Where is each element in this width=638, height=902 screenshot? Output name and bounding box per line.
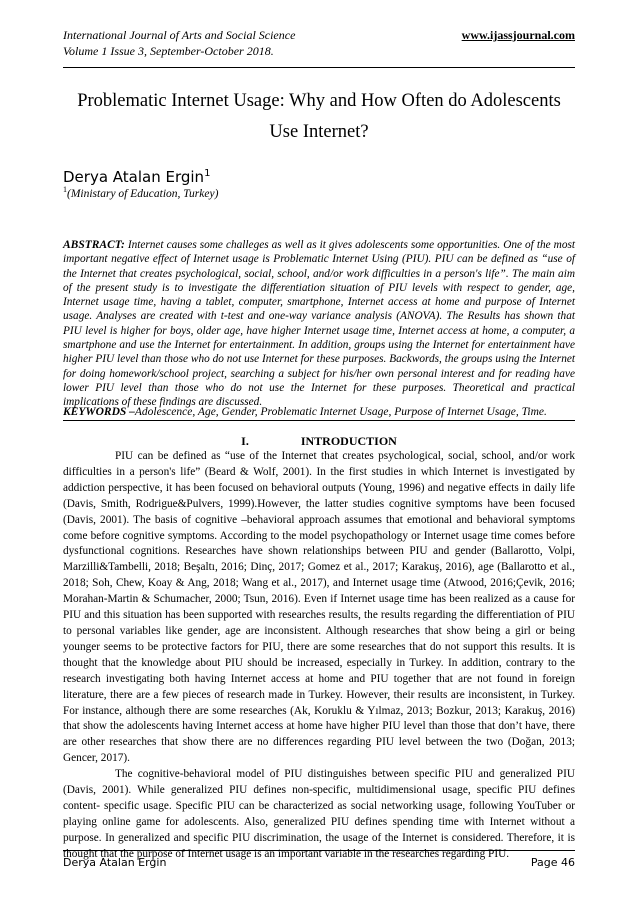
paragraph: The cognitive-behavioral model of PIU distinguishes between specific PIU and generalized PIU (Davis, 2001). While generalized PIU defines non-specific, multidimensional usage, specific PIU defines content- specific usage. Specific PIU can be characterized as social networking usage, following YouTuber or playing online game for adolescents. Also, generalized PIU defines spending time with Internet without a purpose. In generalized and specific PIU discrimination, the usage of the Internet is considered. Therefore, it is thought that the purpose of Internet usage is an important variable in the researches regarding PIU. [63, 768, 575, 860]
section-number: I. [241, 434, 249, 448]
journal-website-link[interactable]: www.ijassjournal.com [461, 28, 575, 42]
abstract [63, 238, 575, 410]
section-heading [63, 434, 575, 448]
keywords-divider [63, 420, 575, 421]
paragraph: PIU can be defined as “use of the Internet that creates psychological, social, school, and/or work difficulties in a person's life” (Beard & Wolf, 2001). In the first studies in which Internet is investigated by addiction perspective, it has been focused on behavioral outputs (Young, 1996) and negative effects in daily life (Davis, Smith, Rodrigue&Pulvers, 1999).However, the latter studies cognitive symptoms have been focused (Davis, 2001). The basis of cognitive –behavioral approach assumes that emotional and behavioral symptoms come before cognitive symptoms. According to the model psychopathology or Internet usage time comes before dysfunctional cognitions. Researches have shown relationships between PIU and gender (Ballarotto, Volpi, Marzilli&Tambelli, 2018; Beşaltı, 2016; Dinç, 2017; Gomez et al., 2017; Karakuş, 2016), age (Ballarotto et al., 2018; Soh, Chew, Koay & Ang, 2018; Wang et al., 2017), and Internet usage time (Atwood, 2016;Çevik, 2016; Morahan-Martin & Schumacher, 2000; Tsun, 2016). Even if Internet usage time has been realized as a cause for PIU and this situation has been supported with researches results, the results regarding the differentiation of PIU to personal variables like gender, age are inconsistent. Although researches that show being a girl or being younger seems to be protective factors for PIU, there are some researches that do not support this results. It is thought that the knowledge about PIU should be increased, especially in Turkey. In addition, contrary to the research investigating both having Internet access at home and PIU together that are not found in foreign literature, there are a few pieces of research made in Turkey. However, their results are inconsistent, in Turkey. For instance, although there are some researches (Ak, Koruklu & Yılmaz, 2013; Bozkur, 2013; Karakuş, 2016) that show the adolescents having Internet access at home have higher PIU level than those that don’t have, there are other researches that show there are no differences regarding PIU level between the two (Doğan, 2013; Gencer, 2017). [63, 450, 575, 765]
section-title: INTRODUCTION [300, 434, 397, 448]
keywords [63, 405, 575, 419]
body-text [63, 449, 575, 863]
volume-info: Volume 1 Issue 3, September-October 2018. [63, 44, 274, 58]
keywords-text: Adolescence, Age, Gender, Problematic Internet Usage, Purpose of Internet Usage, Time. [134, 406, 547, 418]
author-name: Derya Atalan Ergin [63, 168, 205, 186]
page-number: Page 46 [530, 856, 575, 869]
author-superscript: 1 [204, 168, 211, 179]
abstract-label: ABSTRACT: [63, 239, 125, 251]
page-footer [63, 850, 575, 869]
journal-name: International Journal of Arts and Social Science [63, 28, 296, 42]
running-header [63, 27, 575, 68]
paper-title: Problematic Internet Usage: Why and How Often do Adolescents Use Internet? [77, 91, 561, 142]
abstract-text: Internet causes some challeges as well as it gives adolescents some opportunities. One of the most important negative effect of Internet usage is Problematic Internet Using (PIU). PIU can be defined as “use of the Internet that creates psychological, social, school, and/or work difficulties in a person's life”. The main aim of the present study is to investigate the differentiation situation of PIU levels with respect to gender, age, Internet usage time, having a tablet, computer, smartphone, Internet access at home and purpose of Internet usage. Analyses are created with t-test and one-way variance analysis (ANOVA). The Results has shown that PIU level is higher for boys, older age, have higher Internet usage time, Internet access at home, a computer, a smartphone and use the Internet for entertainment. In addition, groups using the Internet for entertainment have higher PIU level than those who do not use Internet for these purposes. Backwords, the groups using the Internet for doing homework/school project, searching a subject for his/her own personal interest and for reading have lower PIU level than those who do not use the Internet for these purposes. Theoretical and practical implications of these findings are discussed. [63, 239, 576, 409]
affiliation: (Ministary of Education, Turkey) [67, 187, 219, 200]
footer-author: Derya Atalan Ergin [63, 856, 167, 869]
affiliation-line [63, 183, 218, 201]
affiliation-superscript: 1 [63, 185, 67, 194]
keywords-label: KEYWORDS – [63, 406, 135, 418]
